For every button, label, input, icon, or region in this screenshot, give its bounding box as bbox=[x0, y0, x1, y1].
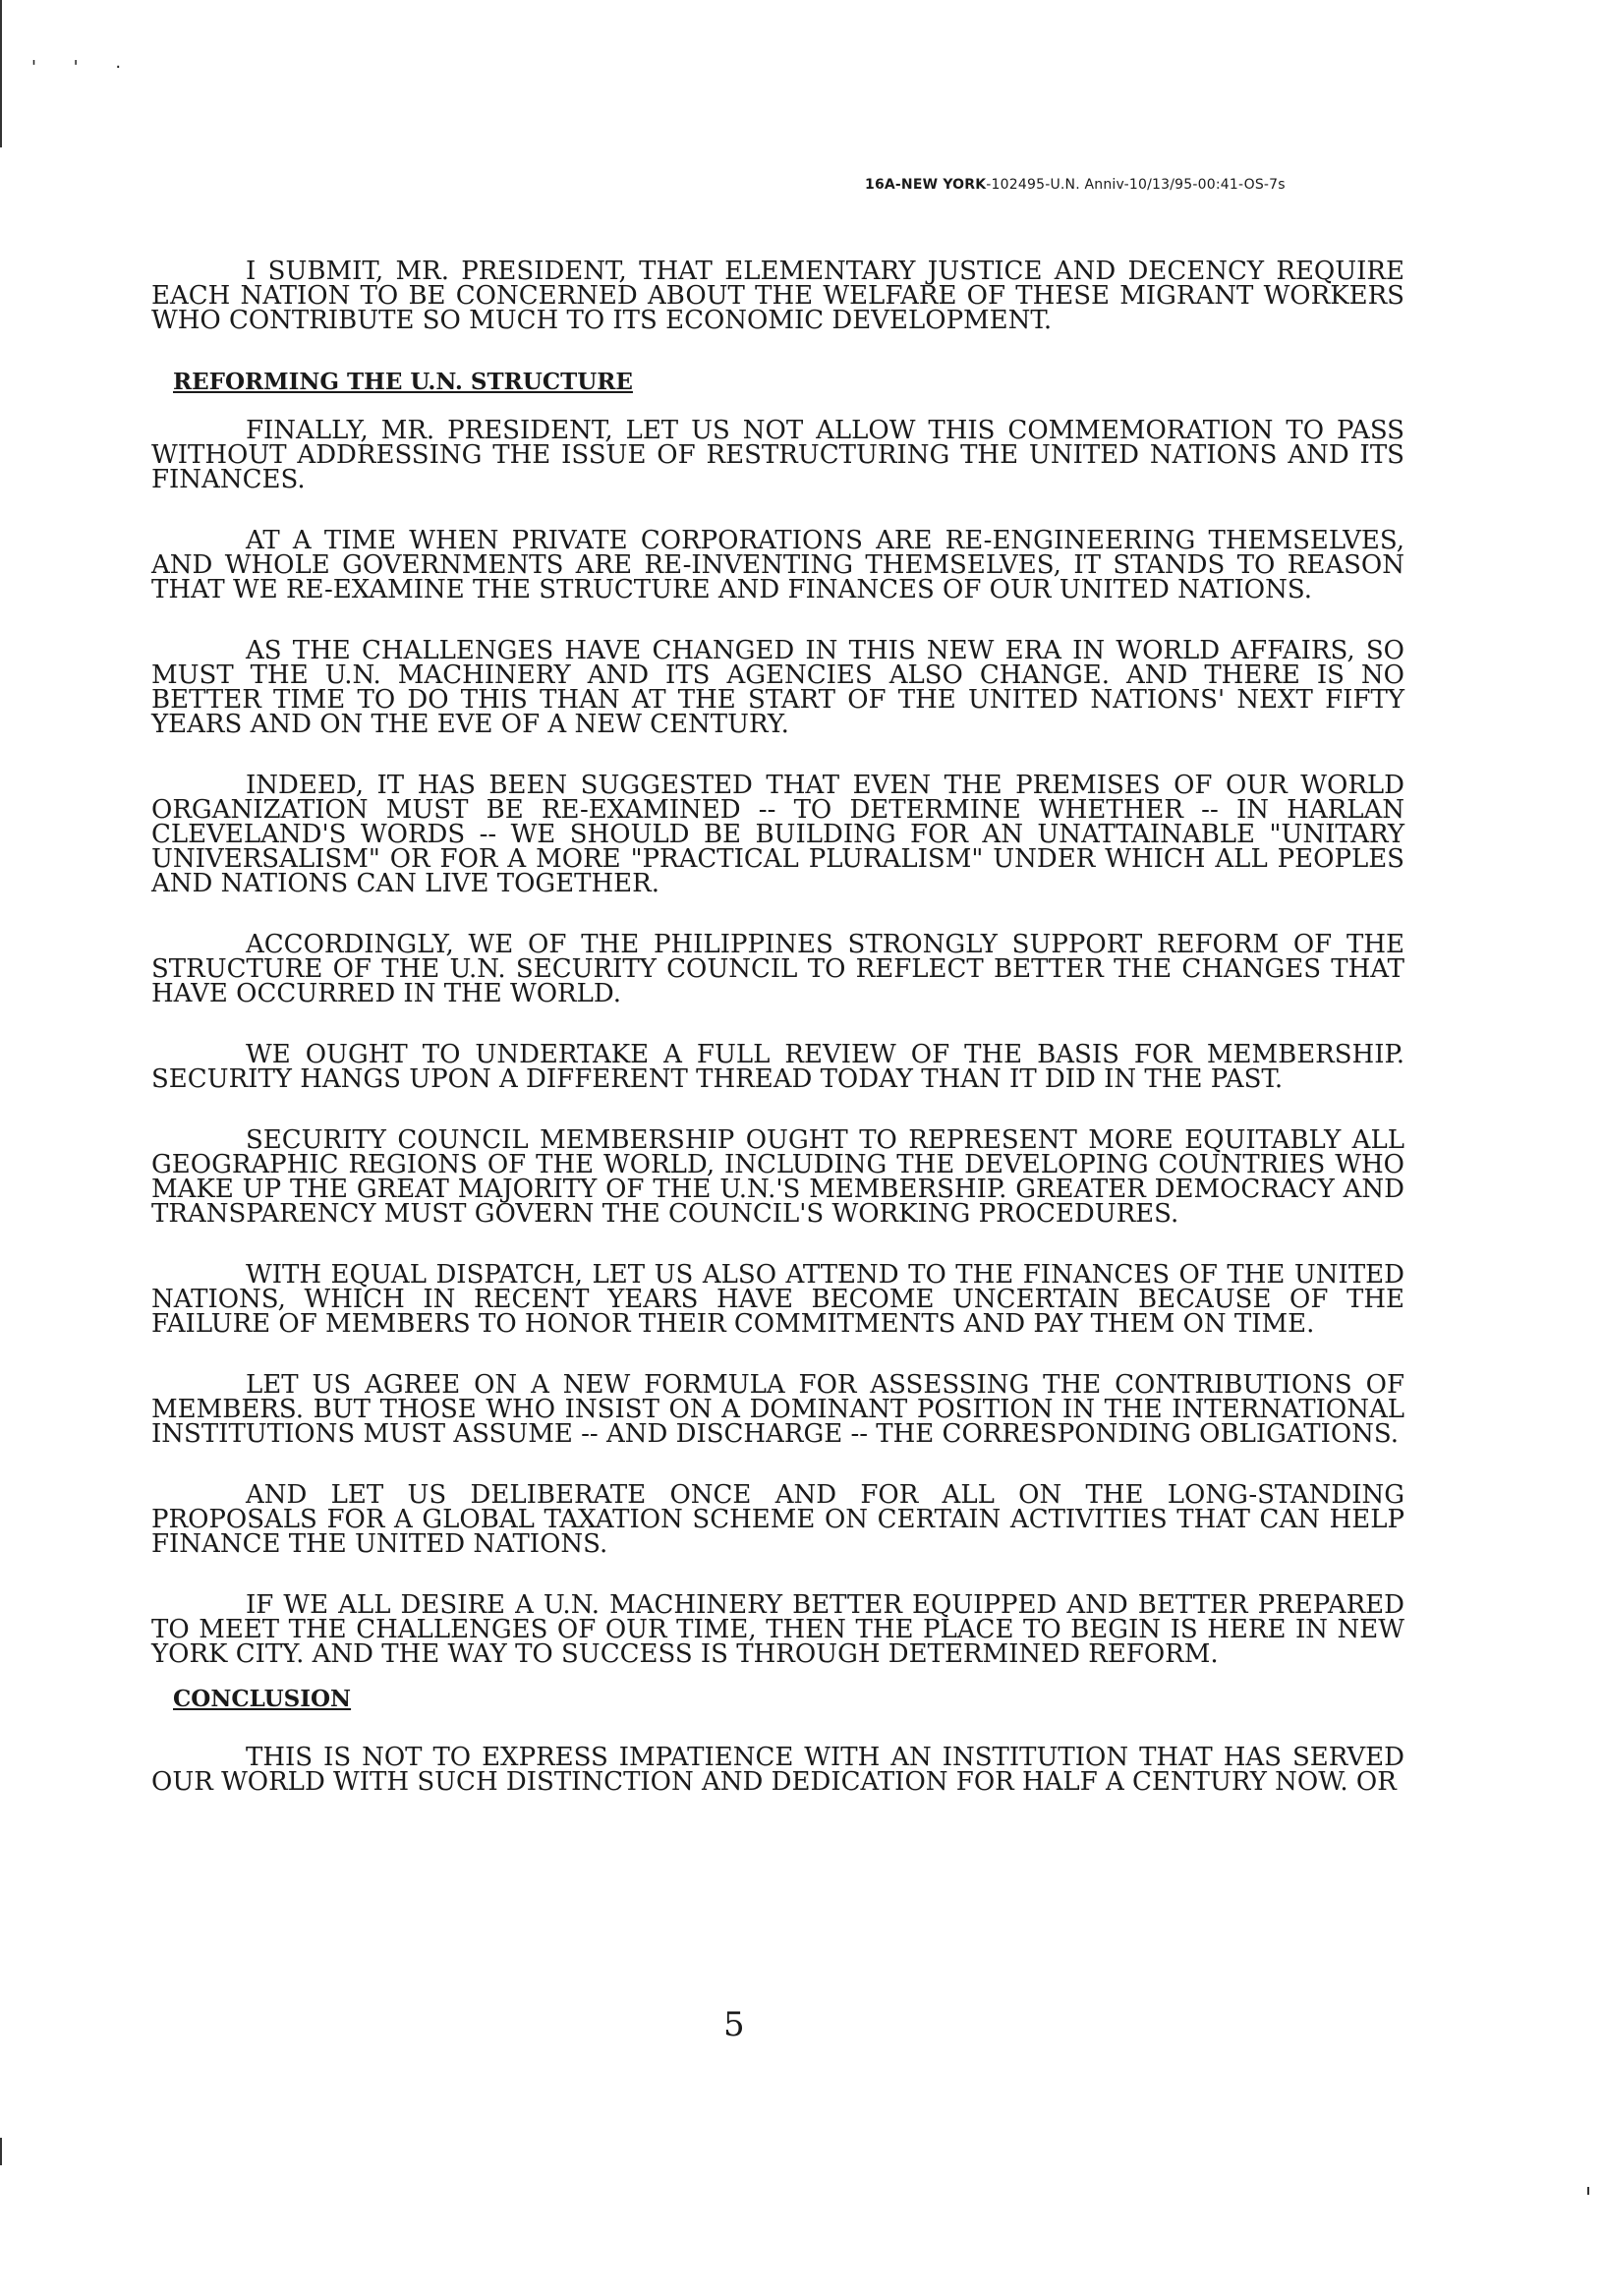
paragraph-contributions: LET US AGREE ON A NEW FORMULA FOR ASSESSING THE CONTRIBUTIONS OF MEMBERS. BUT THOSE WHO INSIST ON A DOMINANT POSITION IN THE INTERNATIONAL INSTITUTIONS MUST ASSUME -- AND DISCHARGE -- THE CORRESPONDING OBLIGATIONS. bbox=[151, 1370, 1404, 1449]
scan-edge-mark bbox=[0, 0, 2, 147]
wire-slug-prefix: 16A-NEW YORK bbox=[865, 177, 987, 193]
paragraph-premises: INDEED, IT HAS BEEN SUGGESTED THAT EVEN THE PREMISES OF OUR WORLD ORGANIZATION MUST BE RE-EXAMINED -- TO DETERMINE WHETHER -- IN HARLAN CLEVELAND'S WORDS -- WE SHOULD BE BUILDING FOR AN UNATTAINABLE "UNITARY UNIVERSALISM" OR FOR A MORE "PRACTICAL PLURALISM" UNDER WHICH ALL PEOPLES AND NATIONS CAN LIVE TOGETHER. bbox=[151, 771, 1404, 898]
paragraph-membership-review: WE OUGHT TO UNDERTAKE A FULL REVIEW OF THE BASIS FOR MEMBERSHIP. SECURITY HANGS UPON A DIFFERENT THREAD TODAY THAN IT DID IN THE PAST. bbox=[151, 1040, 1404, 1094]
paragraph-security-council-reform: ACCORDINGLY, WE OF THE PHILIPPINES STRONGLY SUPPORT REFORM OF THE STRUCTURE OF THE U.N. SECURITY COUNCIL TO REFLECT BETTER THE CHANGES THAT HAVE OCCURRED IN THE WORLD. bbox=[151, 930, 1404, 1008]
section-heading-reforming: REFORMING THE U.N. STRUCTURE bbox=[173, 369, 633, 395]
section-heading-conclusion: CONCLUSION bbox=[173, 1686, 352, 1712]
document-body bbox=[151, 259, 1404, 1831]
paragraph-conclusion: THIS IS NOT TO EXPRESS IMPATIENCE WITH AN INSTITUTION THAT HAS SERVED OUR WORLD WITH SUCH DISTINCTION AND DEDICATION FOR HALF A CENTURY NOW. OR bbox=[151, 1743, 1404, 1797]
scan-specks: ' ' · bbox=[31, 57, 138, 78]
paragraph-finances: WITH EQUAL DISPATCH, LET US ALSO ATTEND TO THE FINANCES OF THE UNITED NATIONS, WHICH IN RECENT YEARS HAVE BECOME UNCERTAIN BECAUSE OF THE FAILURE OF MEMBERS TO HONOR THEIR COMMITMENTS AND PAY THEM ON TIME. bbox=[151, 1260, 1404, 1339]
paragraph-migrant-workers: I SUBMIT, MR. PRESIDENT, THAT ELEMENTARY JUSTICE AND DECENCY REQUIRE EACH NATION TO BE CONCERNED ABOUT THE WELFARE OF THESE MIGRANT WORKERS WHO CONTRIBUTE SO MUCH TO ITS ECONOMIC DEVELOPMENT. bbox=[151, 257, 1404, 335]
paragraph-global-taxation: AND LET US DELIBERATE ONCE AND FOR ALL ON THE LONG-STANDING PROPOSALS FOR A GLOBAL TAXATION SCHEME ON CERTAIN ACTIVITIES THAT CAN HELP FINANCE THE UNITED NATIONS. bbox=[151, 1480, 1404, 1559]
paragraph-equitable-representation: SECURITY COUNCIL MEMBERSHIP OUGHT TO REPRESENT MORE EQUITABLY ALL GEOGRAPHIC REGIONS OF THE WORLD, INCLUDING THE DEVELOPING COUNTRIES WHO MAKE UP THE GREAT MAJORITY OF THE U.N.'S MEMBERSHIP. GREATER DEMOCRACY AND TRANSPARENCY MUST GOVERN THE COUNCIL'S WORKING PROCEDURES. bbox=[151, 1125, 1404, 1229]
scan-edge-mark bbox=[0, 2138, 2, 2165]
paragraph-restructuring: FINALLY, MR. PRESIDENT, LET US NOT ALLOW THIS COMMEMORATION TO PASS WITHOUT ADDRESSING THE ISSUE OF RESTRUCTURING THE UNITED NATIONS AND ITS FINANCES. bbox=[151, 416, 1404, 494]
paragraph-determined-reform: IF WE ALL DESIRE A U.N. MACHINERY BETTER EQUIPPED AND BETTER PREPARED TO MEET THE CHALLENGES OF OUR TIME, THEN THE PLACE TO BEGIN IS HERE IN NEW YORK CITY. AND THE WAY TO SUCCESS IS THROUGH DETERMINED REFORM. bbox=[151, 1590, 1404, 1669]
paragraph-challenges: AS THE CHALLENGES HAVE CHANGED IN THIS NEW ERA IN WORLD AFFAIRS, SO MUST THE U.N. MACHINERY AND ITS AGENCIES ALSO CHANGE. AND THERE IS NO BETTER TIME TO DO THIS THAN AT THE START OF THE UNITED NATIONS' NEXT FIFTY YEARS AND ON THE EVE OF A NEW CENTURY. bbox=[151, 636, 1404, 739]
scan-speck bbox=[1587, 2187, 1589, 2195]
wire-slug-header bbox=[865, 177, 1286, 193]
paragraph-re-engineering: AT A TIME WHEN PRIVATE CORPORATIONS ARE RE-ENGINEERING THEMSELVES, AND WHOLE GOVERNMENTS ARE RE-INVENTING THEMSELVES, IT STANDS TO REASON THAT WE RE-EXAMINE THE STRUCTURE AND FINANCES OF OUR UNITED NATIONS. bbox=[151, 526, 1404, 604]
wire-slug-rest: -102495-U.N. Anniv-10/13/95-00:41-OS-7s bbox=[986, 177, 1286, 193]
page-number: 5 bbox=[723, 2005, 745, 2044]
